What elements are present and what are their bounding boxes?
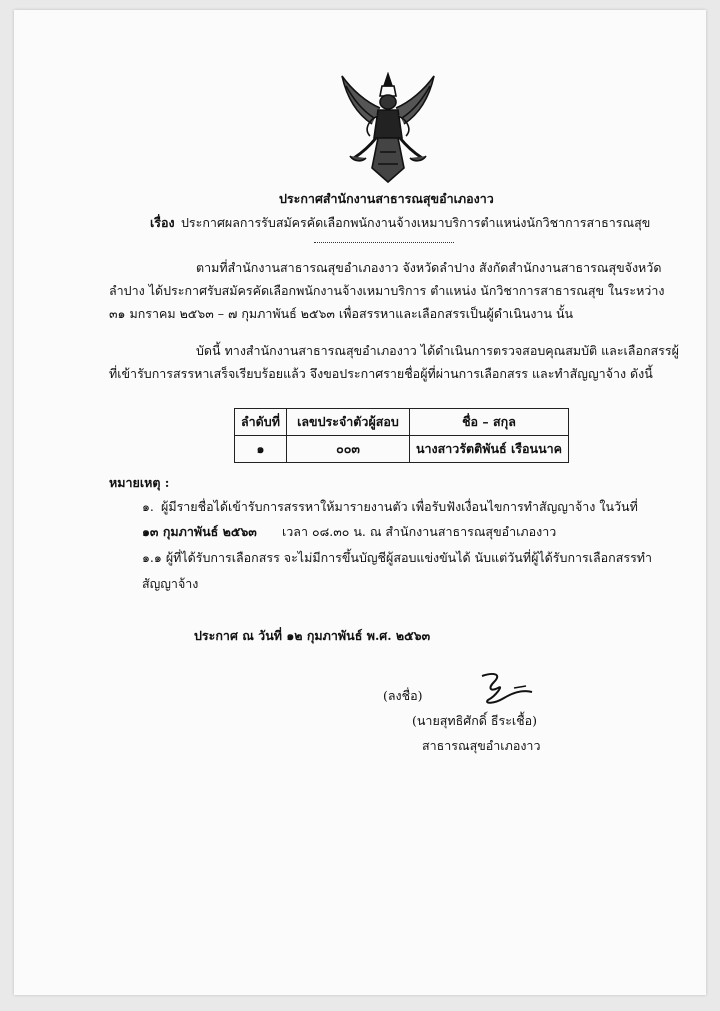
header-full-name: ชื่อ – สกุล [409,409,568,436]
paragraph-2-line-1: บัดนี้ ทางสำนักงานสาธารณสุขอำเภองาว ได้ดำเนินการตรวจสอบคุณสมบัติ และเลือกสรรผู้ [196,343,679,358]
announcement-date: ประกาศ ณ วันที่ ๑๒ กุมภาพันธ์ พ.ศ. ๒๕๖๓ [194,628,431,643]
note-1-1-line-2: สัญญาจ้าง [142,576,199,591]
document-page [14,10,706,995]
header-exam-id: เลขประจำตัวผู้สอบ [286,409,409,436]
paragraph-1-line-3: ๓๑ มกราคม ๒๕๖๓ – ๗ กุมภาพันธ์ ๒๕๖๓ เพื่อสรรหาและเลือกสรรเป็นผู้ดำเนินงาน นั้น [109,306,574,321]
note-1-number: ๑. [142,499,154,514]
subject-label: เรื่อง [150,215,175,230]
paragraph-1-line-1: ตามที่สำนักงานสาธารณสุขอำเภองาว จังหวัดลำปาง สังกัดสำนักงานสาธารณสุขจังหวัด [196,260,662,275]
results-table [234,408,569,463]
note-1-date: ๑๓ กุมภาพันธ์ ๒๕๖๓ [142,524,257,539]
header-order: ลำดับที่ [235,409,287,436]
cell-exam-id: ๐๐๓ [286,436,409,463]
signature-mark [474,670,536,712]
sign-label: (ลงชื่อ) [383,688,423,703]
subject-text: ประกาศผลการรับสมัครคัดเลือกพนักงานจ้างเหมาบริการตำแหน่งนักวิชาการสาธารณสุข [181,215,651,230]
table-row [235,436,569,463]
garuda-emblem-icon [338,72,438,186]
paragraph-2-line-2: ที่เข้ารับการสรรหาเสร็จเรียบร้อยแล้ว จึงขอประกาศรายชื่อผู้ที่ผ่านการเลือกสรร และทำสัญญาจ้าง ดังนี้ [109,366,653,381]
signer-name: (นายสุทธิศักดิ์ ธีระเชื้อ) [412,713,538,728]
page-title: ประกาศสำนักงานสาธารณสุขอำเภองาว [279,191,494,206]
paragraph-1-line-2: ลำปาง ได้ประกาศรับสมัครคัดเลือกพนักงานจ้างเหมาบริการ ตำแหน่ง นักวิชาการสาธารณสุข ในระหว่าง [109,283,665,298]
note-1-rest: เวลา ๐๘.๓๐ น. ณ สำนักงานสาธารณสุขอำเภองาว [282,524,557,539]
cell-order: ๑ [235,436,287,463]
cell-full-name: นางสาวรัตติพันธ์ เรือนนาค [409,436,568,463]
note-1-line-1: ผู้มีรายชื่อได้เข้ารับการสรรหาให้มารายงานตัว เพื่อรับฟังเงื่อนไขการทำสัญญาจ้าง ในวันที่ [161,499,638,514]
separator-dots [314,242,454,243]
signer-title: สาธารณสุขอำเภองาว [422,738,541,753]
note-1-1-line-1: ๑.๑ ผู้ที่ได้รับการเลือกสรร จะไม่มีการขึ้นบัญชีผู้สอบแข่งขันได้ นับแต่วันที่ผู้ได้รับการเลือกสรรทำ [142,550,653,565]
table-header-row [235,409,569,436]
notes-label: หมายเหตุ : [109,475,170,490]
